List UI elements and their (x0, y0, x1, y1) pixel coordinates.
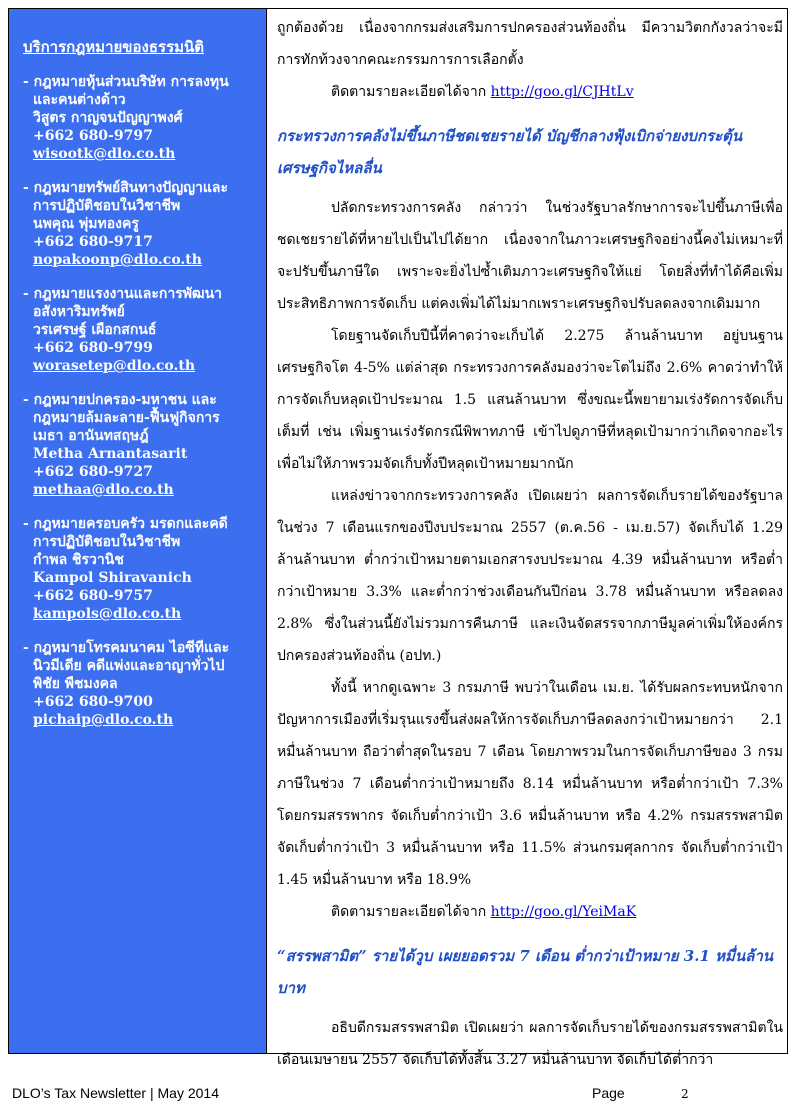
contact-phone: +662 680-9727 (33, 464, 153, 480)
contact-phone: +662 680-9717 (33, 234, 153, 250)
source-link[interactable]: http://goo.gl/YeiMaK (490, 904, 637, 920)
source-label: ติดตามรายละเอียดได้จาก (331, 84, 487, 100)
contact-practice: - กฎหมายครอบครัว มรดกและคดี (23, 516, 228, 532)
contact-name: วรเศรษฐ์ เผือกสกนธ์ (33, 322, 157, 338)
contact-practice-cont: กฎหมายล้มละลาย-ฟื้นฟูกิจการ (33, 410, 220, 426)
contact-email-link[interactable]: nopakoonp@dlo.co.th (33, 252, 202, 268)
column-divider (266, 9, 267, 1053)
contact-practice-cont: และคนต่างด้าว (33, 92, 126, 108)
article-column (277, 12, 783, 1068)
sidebar-contact (23, 285, 258, 375)
contact-email-link[interactable]: worasetep@dlo.co.th (33, 358, 195, 374)
footer-page-number: 2 (681, 1087, 689, 1101)
contact-practice-cont: อสังหาริมทรัพย์ (33, 304, 125, 320)
contact-practice-cont: การปฏิบัติชอบในวิชาชีพ (33, 534, 181, 550)
contact-email-link[interactable]: kampols@dlo.co.th (33, 606, 182, 622)
contact-practice: - กฎหมายปกครอง-มหาชน และ (23, 392, 217, 408)
contact-email-link[interactable]: methaa@dlo.co.th (33, 482, 174, 498)
contact-name: นพคุณ พุ่มทองครู (33, 216, 139, 232)
contact-practice: - กฎหมายหุ้นส่วนบริษัท การลงทุน (23, 74, 229, 90)
contact-name: กำพล ชิรวานิช (33, 552, 124, 568)
sidebar-contact (23, 391, 258, 499)
sidebar-contact (23, 73, 258, 163)
footer-newsletter-title: DLO’s Tax Newsletter | May 2014 (12, 1085, 219, 1101)
contact-practice-cont: การปฏิบัติชอบในวิชาชีพ (33, 198, 181, 214)
contact-name: วิสูตร กาญจนปัญญาพงศ์ (33, 110, 183, 126)
contact-phone: +662 680-9797 (33, 128, 153, 144)
contact-practice: - กฎหมายทรัพย์สินทางปัญญาและ (23, 180, 229, 196)
contact-practice: - กฎหมายแรงงานและการพัฒนา (23, 286, 223, 302)
contact-phone: +662 680-9700 (33, 694, 153, 710)
contact-practice-cont: นิวมีเดีย คดีแพ่งและอาญาทั่วไป (33, 658, 225, 674)
article-paragraph: ทั้งนี้ หากดูเฉพาะ 3 กรมภาษี พบว่าในเดือน เม.ย. ได้รับผลกระทบหนักจากปัญหาการเมืองที่เริ่มรุนแรงขึ้นส่งผลให้การจัดเก็บภาษีลดลงกว่าเป้าหมายกว่า 2.1 หมื่นล้านบาท ถือว่าต่ำสุดในรอบ 7 เดือน โดยภาพรวมในการจัดเก็บภาษีของ 3 กรมภาษีในช่วง 7 เดือนต่ำกว่าเป้าหมายถึง 8.14 หมื่นล้านบาท หรือต่ำกว่าเป้า 7.3% โดยกรมสรรพากร จัดเก็บต่ำกว่าเป้า 3.6 หมื่นล้านบาท หรือ 4.2% กรมสรรพสามิต จัดเก็บต่ำกว่าเป้า 3 หมื่นล้านบาท หรือ 11.5% ส่วนกรมศุลกากร จัดเก็บต่ำกว่าเป้า 1.45 หมื่นล้านบาท หรือ 18.9% (277, 680, 783, 888)
source-label: ติดตามรายละเอียดได้จาก (331, 904, 487, 920)
source-line (277, 76, 783, 108)
article-paragraph: โดยฐานจัดเก็บปีนี้ที่คาดว่าจะเก็บได้ 2.275 ล้านล้านบาท อยู่บนฐานเศรษฐกิจโต 4-5% แต่ล่าสุด กระทรวงการคลังมองว่าจะโตไม่ถึง 2.6% คาดว่าทำให้การจัดเก็บหลุดเป้าประมาณ 1.5 แสนล้านบาท ซึ่งขณะนี้พยายามเร่งรัดการจัดเก็บเต็มที่ เช่น เพิ่มฐานเร่งรัดกรณีพิพาทภาษี เข้าไปดูภาษีที่หลุดเป้ามากว่าเกิดจากอะไร เพื่อไม่ให้ภาพรวมจัดเก็บทั้งปีหลุดเป้าหมายมากนัก (277, 328, 783, 472)
article-paragraph: แหล่งข่าวจากกระทรวงการคลัง เปิดเผยว่า ผลการจัดเก็บรายได้ของรัฐบาลในช่วง 7 เดือนแรกของปีงบประมาณ 2557 (ต.ค.56 - เม.ย.57) จัดเก็บได้ 1.29 ล้านล้านบาท ต่ำกว่าเป้าหมายตามเอกสารงบประมาณ 4.39 หมื่นล้านบาท หรือต่ำกว่าเป้าหมาย 3.3% และต่ำกว่าช่วงเดือนกันปีก่อน 3.78 หมื่นล้านบาท หรือลดลง 2.8% ซึ่งในส่วนนี้ยังไม่รวมการคืนภาษี และเงินจัดสรรจากภาษีมูลค่าเพิ่มให้องค์กรปกครองส่วนท้องถิ่น (อปท.) (277, 488, 783, 664)
article-paragraph: อธิบดีกรมสรรพสามิต เปิดเผยว่า ผลการจัดเก็บรายได้ของกรมสรรพสามิตในเดือนเมษายน 2557 จัดเก็บได้ทั้งสิ้น 3.27 หมื่นล้านบาท จัดเก็บได้ต่ำกว่า (277, 1020, 783, 1068)
contact-name: พิชัย พืชมงคล (33, 676, 118, 692)
sidebar-contact (23, 515, 258, 623)
contact-phone: +662 680-9799 (33, 340, 153, 356)
sidebar-title: บริการกฎหมายของธรรมนิติ (23, 38, 205, 56)
article-heading: กระทรวงการคลังไม่ขึ้นภาษีชดเชยรายได้ บัญชีกลางฟุ้งเบิกจ่ายงบกระตุ้นเศรษฐกิจไหลลื่น (277, 127, 743, 177)
source-link[interactable]: http://goo.gl/CJHtLv (490, 84, 634, 100)
intro-paragraph: ถูกต้องด้วย เนื่องจากกรมส่งเสริมการปกครองส่วนท้องถิ่น มีความวิตกกังวลว่าจะมีการทักท้วงจากคณะกรรมการการเลือกตั้ง (277, 20, 783, 68)
contact-name-en: Metha Arnantasarit (33, 446, 188, 462)
contact-email-link[interactable]: wisootk@dlo.co.th (33, 146, 176, 162)
sidebar (9, 9, 266, 1053)
source-line (277, 896, 783, 928)
sidebar-contact (23, 179, 258, 269)
sidebar-contact (23, 639, 258, 729)
article-heading: “สรรพสามิต” รายได้วูบ เผยยอดรวม 7 เดือน ต่ำกว่าเป้าหมาย 3.1 หมื่นล้านบาท (277, 947, 773, 997)
contact-phone: +662 680-9757 (33, 588, 153, 604)
contact-practice: - กฎหมายโทรคมนาคม ไอซีทีและ (23, 640, 230, 656)
article-paragraph: ปลัดกระทรวงการคลัง กล่าวว่า ในช่วงรัฐบาลรักษาการจะไปขึ้นภาษีเพื่อชดเชยรายได้ที่หายไปเป็นไปได้ยาก เนื่องจากในภาวะเศรษฐกิจอย่างนี้คงไม่เหมาะที่จะปรับขึ้นภาษีใด เพราะจะยิ่งไปซ้ำเติมภาวะเศรษฐกิจให้แย่ โดยสิ่งที่ทำได้คือเพิ่มประสิทธิภาพการจัดเก็บ แต่คงเพิ่มได้ไม่มากเพราะเศรษฐกิจปรับลดลงจากเดิมมาก (277, 200, 783, 312)
contact-name: เมธา อานันทสฤษฎ์ (33, 428, 149, 444)
contact-name-en: Kampol Shiravanich (33, 570, 192, 586)
contact-email-link[interactable]: pichaip@dlo.co.th (33, 712, 174, 728)
footer-page-label: Page (592, 1085, 625, 1101)
